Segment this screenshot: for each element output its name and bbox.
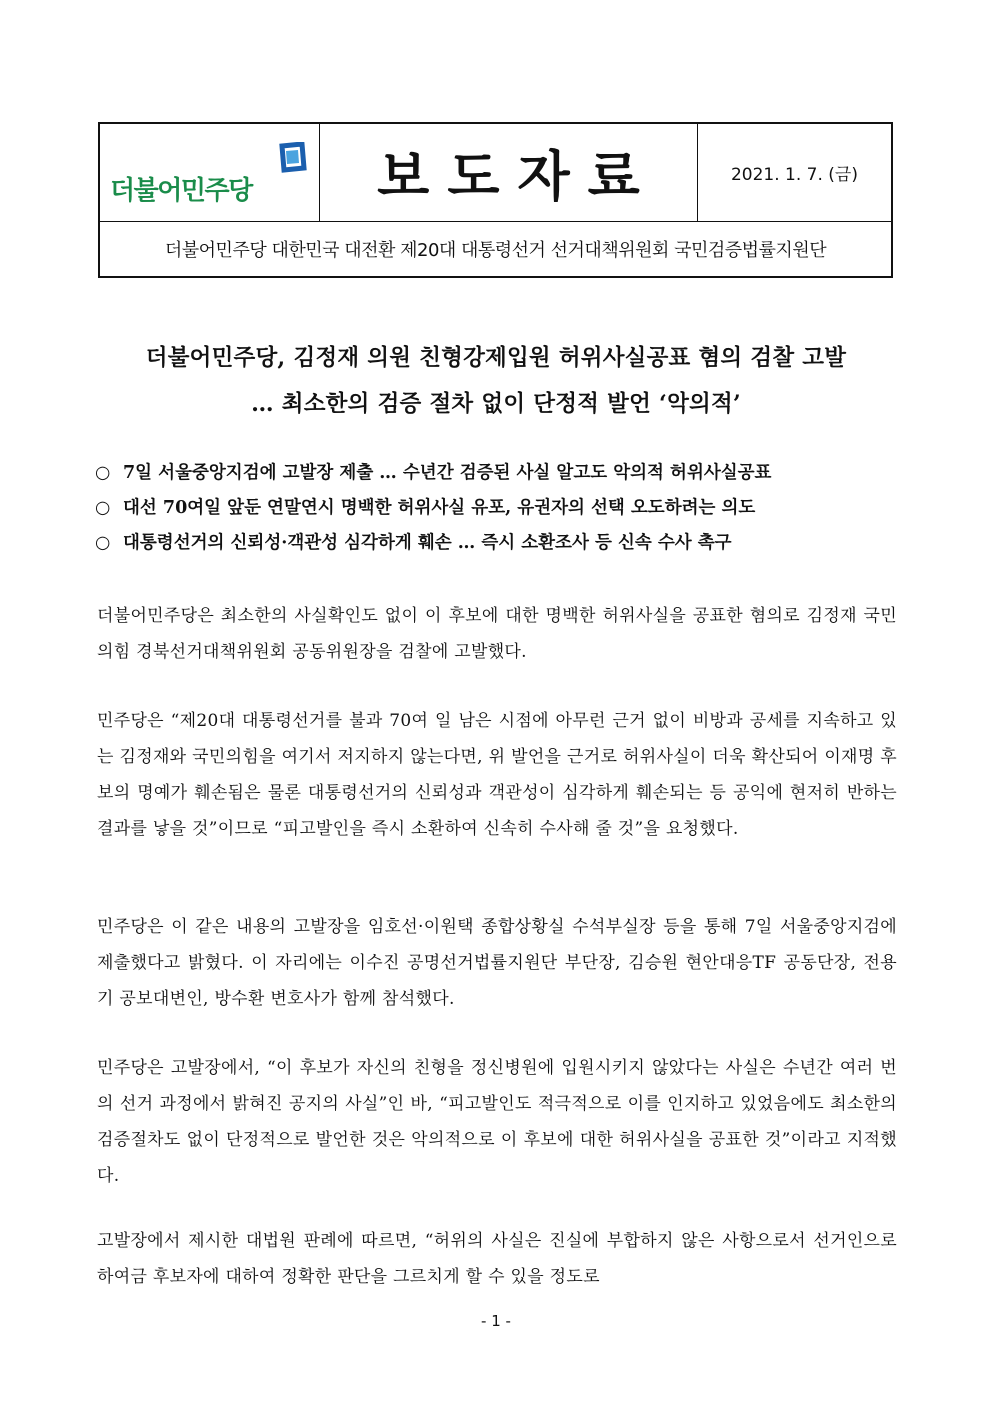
bullet-text: 대선 70여일 앞둔 연말연시 명백한 허위사실 유포, 유권자의 선택 오도하려는 의도 (123, 498, 756, 518)
organization-name: 더불어민주당 대한민국 대전환 제20대 대통령선거 선거대책위원회 국민검증법률지원단 (164, 240, 827, 261)
summary-bullet (95, 459, 905, 494)
party-logo-text: 더불어민주당 (110, 176, 252, 206)
page-title: 보도자료 (377, 145, 658, 208)
headline-line-1: 더불어민주당, 김정재 의원 친형강제입원 허위사실공표 혐의 검찰 고발 (145, 345, 847, 371)
body-paragraph: 고발장에서 제시한 대법원 판례에 따르면, “허위의 사실은 진실에 부합하지 않은 사항으로서 선거인으로 하여금 후보자에 대하여 정확한 판단을 그르치게 할 수 있을 정도로 (97, 1231, 897, 1287)
bullet-text: 대통령선거의 신뢰성·객관성 심각하게 훼손 … 즉시 소환조사 등 신속 수사 촉구 (123, 533, 732, 553)
body-paragraph: 민주당은 “제20대 대통령선거를 불과 70여 일 남은 시점에 아무런 근거 없이 비방과 공세를 지속하고 있는 김정재와 국민의힘을 여기서 저지하지 않는다면, 위 발언을 근거로 허위사실이 더욱 확산되어 이재명 후보의 명예가 훼손됨은 물론 대통령선거의 신뢰성과 객관성이 심각하게 훼손되는 등 공익에 현저히 반하는 결과를 낳을 것”이므로 “피고발인을 즉시 소환하여 신속히 수사해 줄 것”을 요청했다. (97, 711, 897, 839)
circle-bullet-icon: ○ (95, 533, 111, 553)
circle-bullet-icon: ○ (95, 463, 111, 483)
body-paragraph: 민주당은 이 같은 내용의 고발장을 임호선·이원택 종합상황실 수석부실장 등을 통해 7일 서울중앙지검에 제출했다고 밝혔다. 이 자리에는 이수진 공명선거법률지원단 부단장, 김승원 현안대응TF 공동단장, 전용기 공보대변인, 방수환 변호사가 함께 참석했다. (97, 917, 897, 1009)
bullet-text: 7일 서울중앙지검에 고발장 제출 … 수년간 검증된 사실 알고도 악의적 허위사실공표 (123, 463, 772, 483)
body-paragraph: 더불어민주당은 최소한의 사실확인도 없이 이 후보에 대한 명백한 허위사실을 공표한 혐의로 김정재 국민의힘 경북선거대책위원회 공동위원장을 검찰에 고발했다. (97, 606, 897, 662)
circle-bullet-icon: ○ (95, 498, 111, 518)
header-top-row (100, 124, 891, 222)
press-release-header (98, 122, 893, 278)
page-number: - 1 - (481, 1312, 511, 1330)
party-logo-cell (100, 124, 320, 221)
headline-line-2: … 최소한의 검증 절차 없이 단정적 발언 ‘악의적’ (251, 391, 741, 417)
title-cell (320, 124, 698, 221)
party-logo-icon (278, 142, 308, 174)
summary-bullets (95, 459, 905, 564)
summary-bullet (95, 529, 905, 564)
body-paragraph: 민주당은 고발장에서, “이 후보가 자신의 친형을 정신병원에 입원시키지 않았다는 사실은 수년간 여러 번의 선거 과정에서 밝혀진 공지의 사실”인 바, “피고발인도 적극적으로 이를 인지하고 있었음에도 최소한의 검증절차도 없이 단정적으로 발언한 것은 악의적으로 이 후보에 대한 허위사실을 공표한 것”이라고 지적했다. (97, 1058, 897, 1186)
release-date: 2021. 1. 7. (금) (730, 165, 858, 185)
summary-bullet (95, 494, 905, 529)
